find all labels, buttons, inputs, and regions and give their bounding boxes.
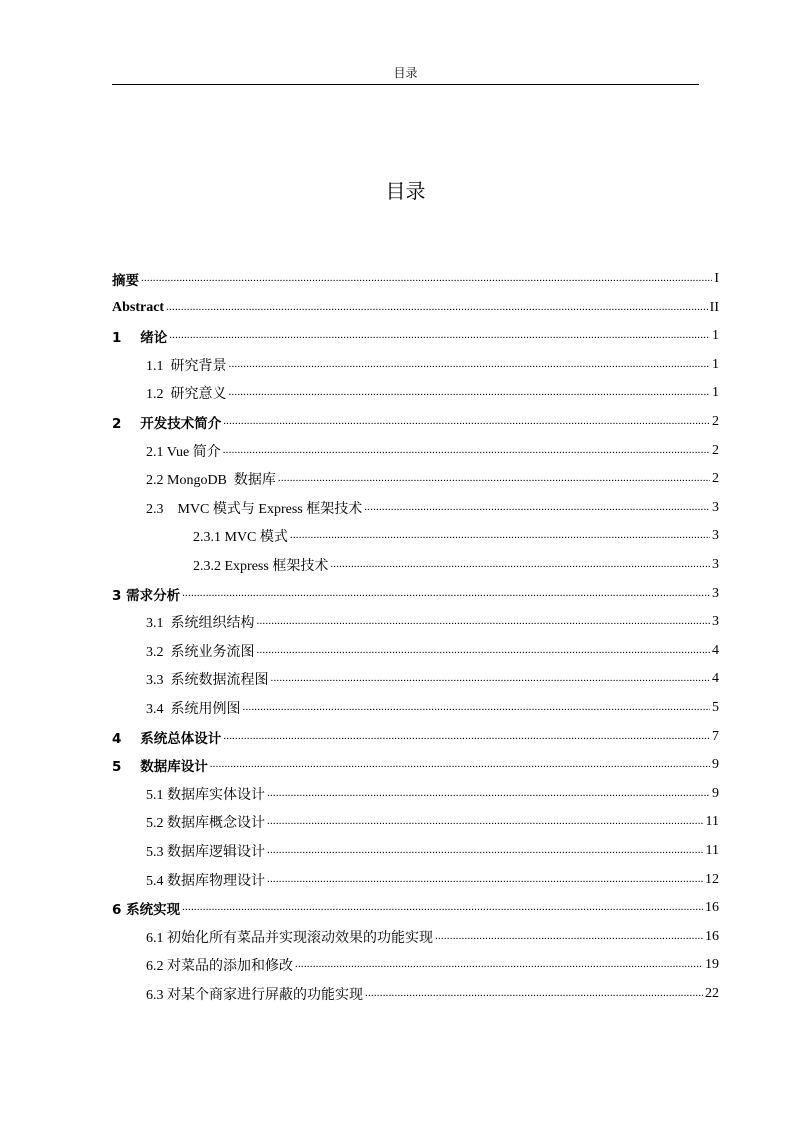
toc-page-number: 19 <box>705 957 719 973</box>
toc-dot-leader <box>365 987 703 1001</box>
toc-entry-label: 3.3 系统数据流程图 <box>146 673 269 689</box>
toc-dot-leader <box>267 844 704 858</box>
toc-entry-section-2-3-1[interactable] <box>193 523 719 549</box>
toc-dot-leader <box>295 958 703 972</box>
toc-dot-leader <box>223 415 710 429</box>
toc-entry-label: 3.1 系统组织结构 <box>146 616 255 632</box>
toc-entry-section-2-1[interactable] <box>146 438 719 464</box>
toc-entry-section-2-3[interactable] <box>146 495 719 521</box>
toc-entry-section-5-3[interactable] <box>146 838 719 864</box>
toc-entry-label: 1.2 研究意义 <box>146 387 227 403</box>
toc-entry-label: 6.2 对菜品的添加和修改 <box>146 959 293 975</box>
toc-entry-abstract-en[interactable] <box>112 295 719 321</box>
toc-entry-chapter-6[interactable] <box>112 895 719 921</box>
toc-page-number: 1 <box>712 328 719 344</box>
toc-page-number: 3 <box>712 499 719 515</box>
toc-entry-label: 4 系统总体设计 <box>112 730 222 747</box>
toc-dot-leader <box>182 901 703 915</box>
toc-entry-section-2-3-2[interactable] <box>193 552 719 578</box>
toc-entry-section-3-1[interactable] <box>146 609 719 635</box>
toc-entry-chapter-4[interactable] <box>112 724 719 750</box>
toc-page-number: II <box>709 299 719 315</box>
toc-page-number: 16 <box>705 900 719 916</box>
toc-page-number: 3 <box>712 557 719 572</box>
toc-dot-leader <box>243 701 711 715</box>
toc-page-number: 9 <box>712 757 719 773</box>
toc-dot-leader <box>210 758 710 772</box>
running-header: 目录 <box>393 66 418 80</box>
toc-entry-label: 3.2 系统业务流图 <box>146 644 255 660</box>
toc-dot-leader <box>182 587 710 601</box>
toc-page-number: 9 <box>712 785 719 801</box>
toc-entry-label: 6 系统实现 <box>112 902 181 919</box>
toc-dot-leader <box>267 787 710 801</box>
toc-dot-leader <box>271 672 711 686</box>
toc-entry-label: Abstract <box>112 299 165 315</box>
toc-page-number: 2 <box>712 471 719 487</box>
toc-entry-label: 6.1 初始化所有菜品并实现滚动效果的功能实现 <box>146 930 433 946</box>
toc-page-number: 3 <box>712 585 719 601</box>
toc-entry-label: 2.2 MongoDB 数据库 <box>146 473 276 489</box>
toc-entry-section-3-4[interactable] <box>146 695 719 721</box>
toc-entry-label: 5.3 数据库逻辑设计 <box>146 845 265 860</box>
toc-dot-leader <box>223 730 710 744</box>
toc-dot-leader <box>166 301 708 315</box>
toc-entry-label: 2.3 MVC 模式与 Express 框架技术 <box>146 501 363 517</box>
toc-dot-leader <box>223 444 710 458</box>
toc-page-number: 5 <box>712 700 719 715</box>
toc-entry-label: 5 数据库设计 <box>112 759 208 776</box>
toc-dot-leader <box>267 873 703 887</box>
toc-entry-label: 2.3.2 Express 框架技术 <box>193 559 329 574</box>
toc-entry-label: 2.3.1 MVC 模式 <box>193 530 288 546</box>
toc-page-number: 1 <box>712 385 719 401</box>
toc-entry-section-1-1[interactable] <box>146 352 719 378</box>
toc-entry-section-3-2[interactable] <box>146 638 719 664</box>
toc-dot-leader <box>364 501 710 515</box>
toc-page-number: 11 <box>705 843 719 858</box>
toc-entry-chapter-1[interactable] <box>112 323 719 349</box>
toc-page-number: 11 <box>705 814 719 830</box>
toc-entry-label: 2 开发技术简介 <box>112 416 222 432</box>
toc-dot-leader <box>257 615 711 629</box>
toc-entry-label: 摘要 <box>112 273 139 289</box>
toc-entry-section-5-4[interactable] <box>146 867 719 893</box>
toc-dot-leader <box>330 558 710 572</box>
toc-entry-section-5-2[interactable] <box>146 809 719 835</box>
toc-page-number: 22 <box>705 986 719 1001</box>
toc-dot-leader <box>229 386 711 400</box>
toc-entry-label: 3 需求分析 <box>112 587 181 604</box>
toc-dot-leader <box>267 815 704 829</box>
toc-dot-leader <box>169 329 710 343</box>
toc-entry-label: 2.1 Vue 简介 <box>146 444 221 460</box>
toc-entry-chapter-5[interactable] <box>112 752 719 778</box>
toc-dot-leader <box>229 358 711 372</box>
toc-entry-chapter-2[interactable] <box>112 409 719 435</box>
toc-entry-label: 1.1 研究背景 <box>146 358 227 374</box>
toc-entry-section-6-2[interactable] <box>146 952 719 978</box>
page-title: 目录 <box>385 179 426 203</box>
toc-entry-abstract-cn[interactable] <box>112 266 719 292</box>
header-rule <box>112 84 699 85</box>
toc-entry-section-6-1[interactable] <box>146 924 719 950</box>
toc-entry-label: 5.2 数据库概念设计 <box>146 816 265 832</box>
toc-entry-label: 3.4 系统用例图 <box>146 702 241 717</box>
toc-entry-label: 5.4 数据库物理设计 <box>146 873 265 889</box>
toc-page-number: 2 <box>712 414 719 429</box>
toc-entry-label: 6.3 对某个商家进行屏蔽的功能实现 <box>146 988 363 1003</box>
toc-entry-section-1-2[interactable] <box>146 380 719 406</box>
toc-dot-leader <box>141 272 712 286</box>
toc-page-number: I <box>714 271 719 286</box>
toc-page-number: 1 <box>712 356 719 372</box>
toc-page-number: 16 <box>705 928 719 944</box>
toc-page-number: 4 <box>712 671 719 687</box>
toc-entry-section-5-1[interactable] <box>146 781 719 807</box>
toc-page-number: 3 <box>712 528 719 544</box>
toc-entry-section-2-2[interactable] <box>146 466 719 492</box>
toc-entry-label: 5.1 数据库实体设计 <box>146 787 265 803</box>
toc-page-number: 3 <box>712 614 719 630</box>
toc-dot-leader <box>257 644 711 658</box>
toc-page-number: 4 <box>712 642 719 658</box>
toc-entry-label: 1 绪论 <box>112 330 168 347</box>
toc-dot-leader <box>435 930 703 944</box>
toc-dot-leader <box>290 529 710 543</box>
toc-page-number: 7 <box>712 728 719 744</box>
toc-page-number: 12 <box>705 871 719 887</box>
toc-entry-section-3-3[interactable] <box>146 666 719 692</box>
toc-page-number: 2 <box>712 442 719 458</box>
toc-entry-section-6-3[interactable] <box>146 981 719 1007</box>
toc-entry-chapter-3[interactable] <box>112 581 719 607</box>
toc-dot-leader <box>278 472 710 486</box>
